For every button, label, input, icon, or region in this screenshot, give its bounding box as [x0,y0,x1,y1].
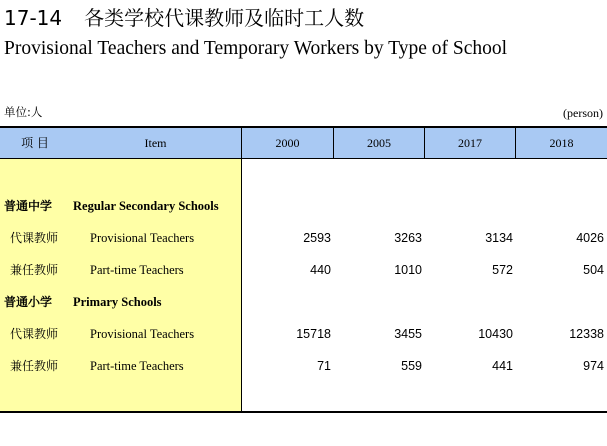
table-number: 17-14 [4,6,63,30]
row-label-cn: 代课教师 [10,231,59,245]
stub-divider [241,159,242,411]
header-year-2017: 2017 [458,136,482,150]
header-year-2000: 2000 [275,136,300,150]
table-cell: 441 [492,359,513,373]
table-cell: 3263 [394,231,422,245]
table-cell: 12338 [569,327,604,341]
table-cell: 71 [317,359,331,373]
row-label-cn: 代课教师 [10,327,59,341]
table-cell: 440 [310,263,331,277]
table-cell: 2593 [303,231,331,245]
section-label-en: Primary Schools [73,295,162,309]
table-cell: 974 [583,359,604,373]
table-header [0,128,607,159]
bottom-rule [0,411,607,413]
section-label-en: Regular Secondary Schools [73,199,219,213]
row-label-cn: 兼任教师 [10,359,59,373]
table-cell: 1010 [394,263,422,277]
section-label-cn: 普通中学 [4,199,53,213]
table-title-cn-text: 各类学校代课教师及临时工人数 [84,6,365,30]
header-item-cn: 项 目 [21,136,49,150]
unit-label-cn: 单位:人 [4,105,43,119]
row-label-en: Provisional Teachers [90,327,195,341]
header-year-2005: 2005 [367,136,391,150]
row-label-en: Part-time Teachers [90,263,184,277]
table-title-en: Provisional Teachers and Temporary Workers by Type of School [4,38,508,59]
table-title-cn [4,5,364,31]
section-label-cn: 普通小学 [4,295,53,309]
header-year-2018: 2018 [549,136,574,150]
table-cell: 10430 [478,327,513,341]
table-cell: 3134 [485,231,513,245]
table-cell: 504 [583,263,604,277]
header-item-en: Item [144,136,167,150]
row-label-cn: 兼任教师 [10,263,59,277]
table-cell: 572 [492,263,513,277]
row-label-en: Part-time Teachers [90,359,184,373]
row-label-en: Provisional Teachers [90,231,195,245]
table-cell: 3455 [394,327,422,341]
table-cell: 15718 [296,327,331,341]
table-cell: 4026 [576,231,604,245]
table-cell: 559 [401,359,422,373]
unit-label-en: (person) [563,106,603,120]
